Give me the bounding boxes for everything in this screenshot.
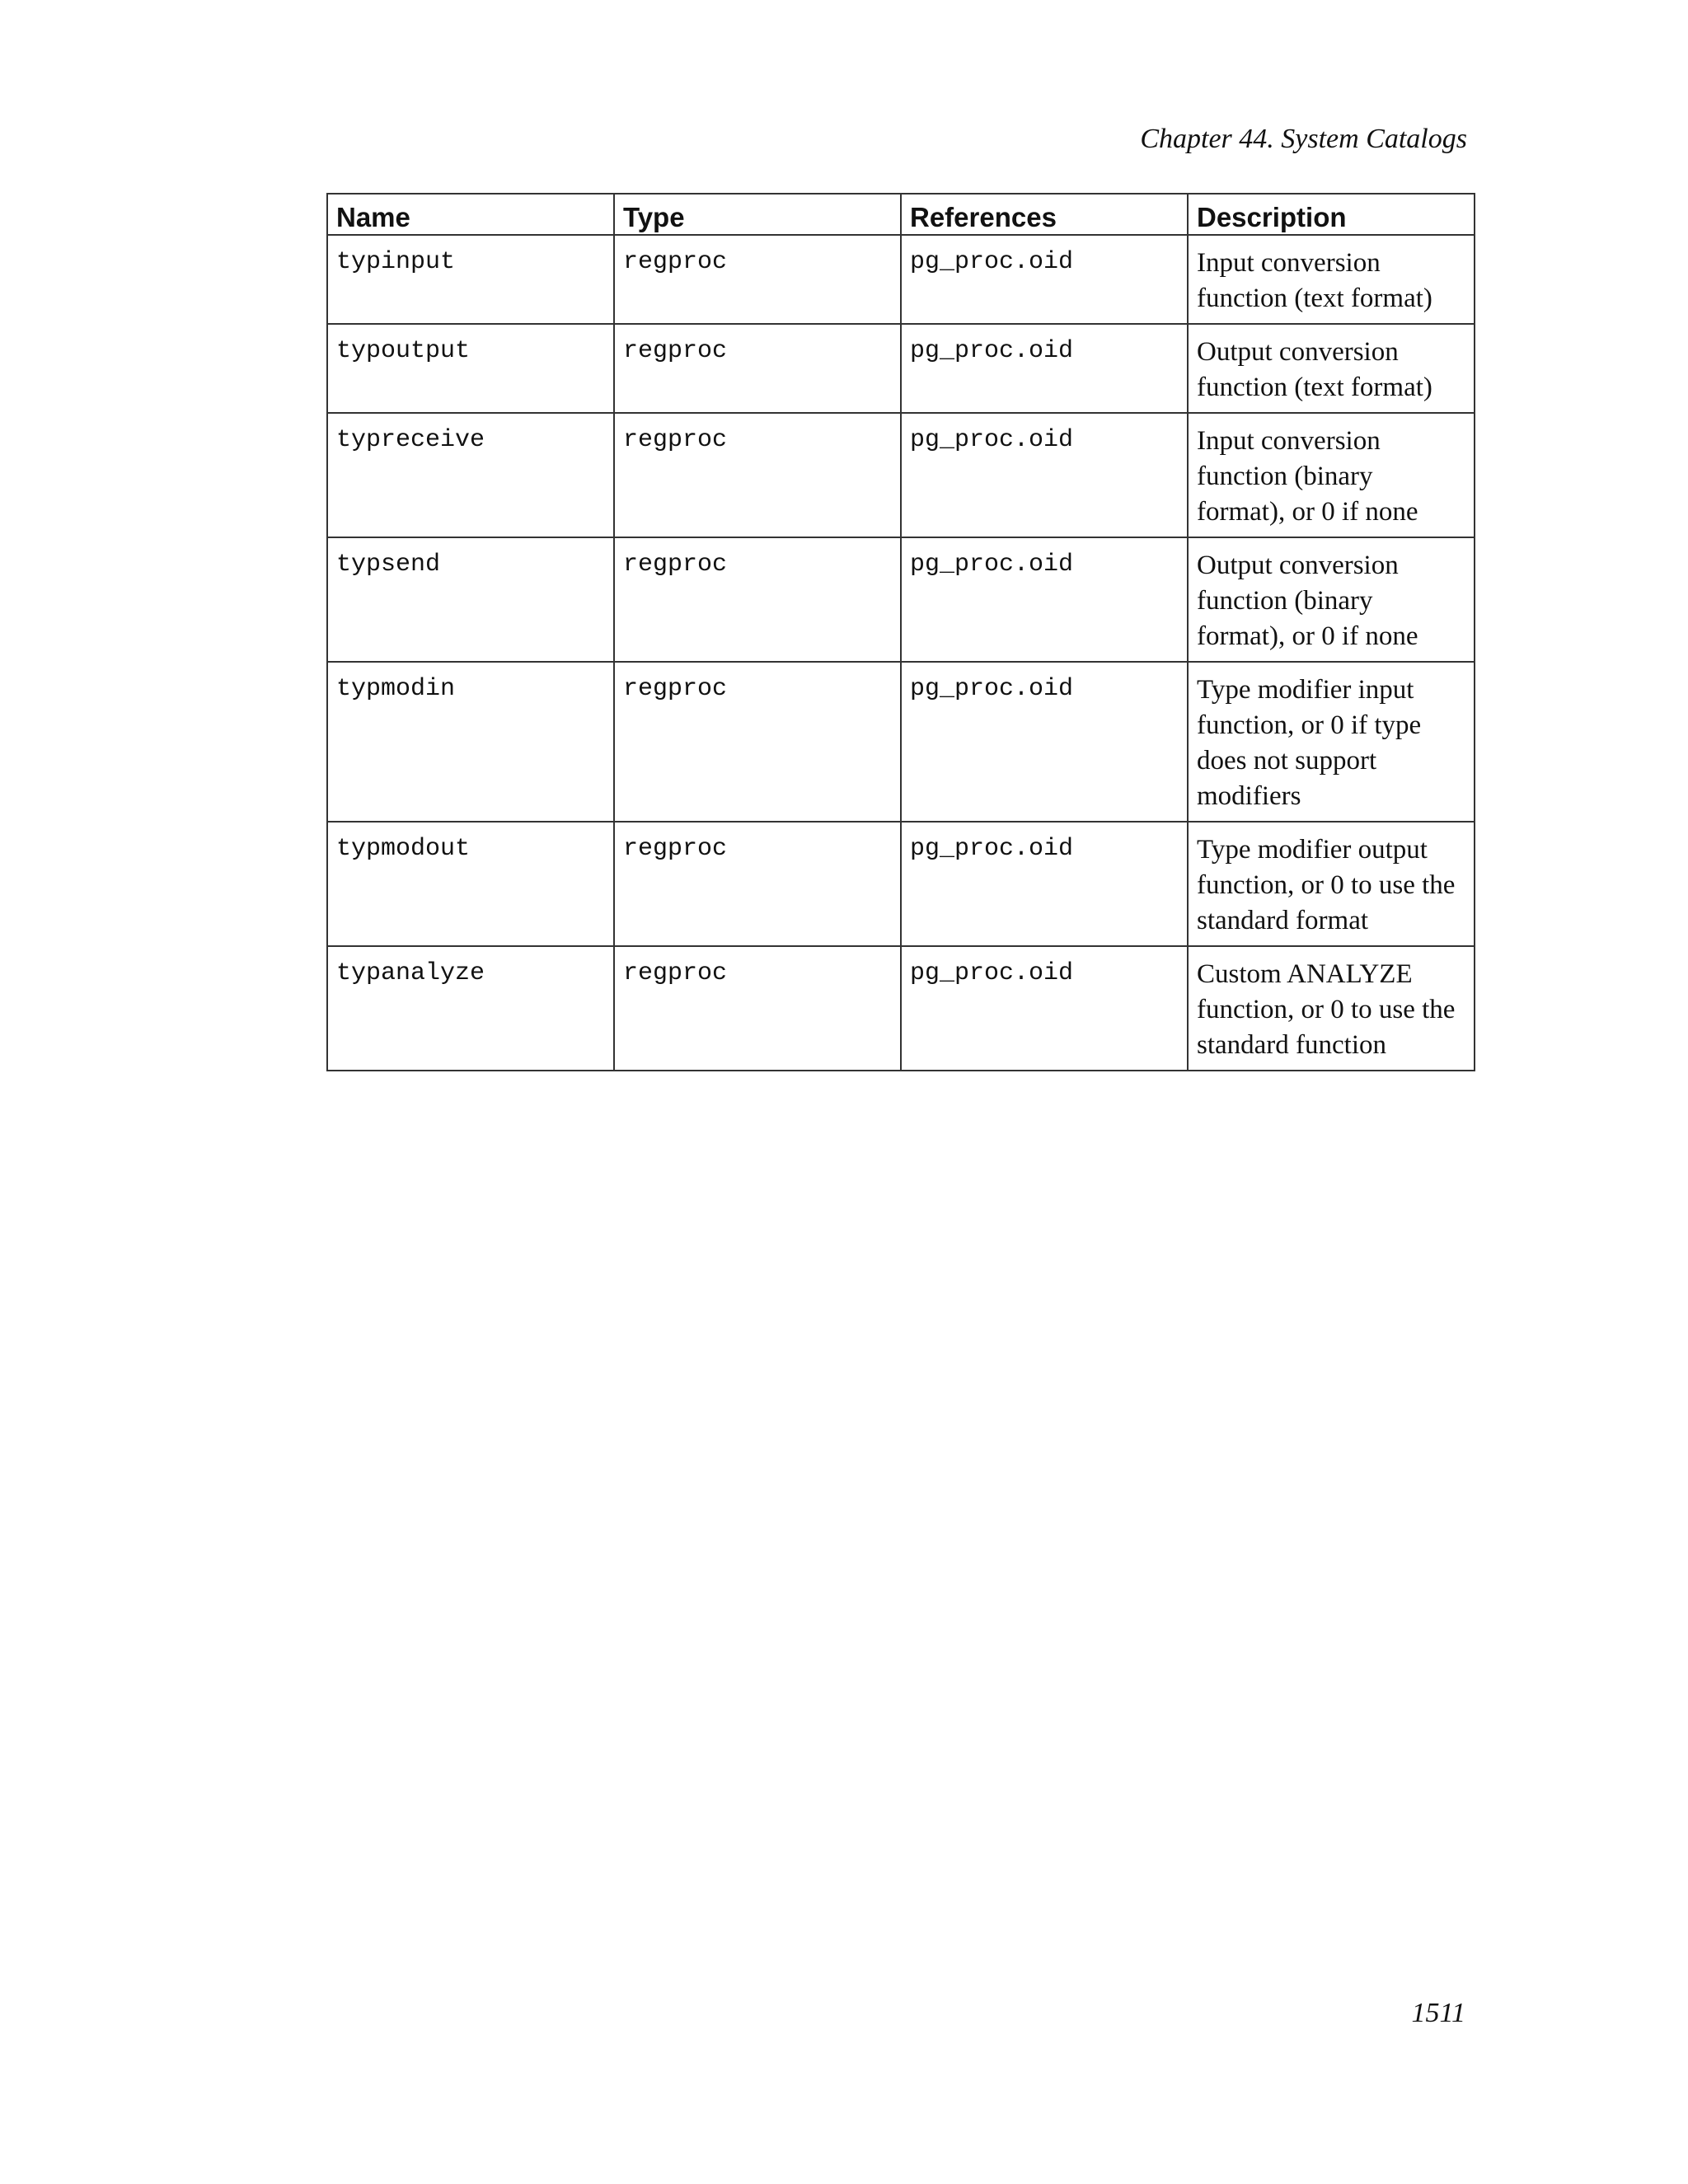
cell-name: typinput: [327, 235, 614, 324]
column-header-description: Description: [1188, 194, 1475, 235]
catalog-columns-table: [326, 193, 1475, 1071]
cell-type: regproc: [614, 822, 901, 946]
table-row: [327, 537, 1475, 662]
cell-description: Output conversion function (text format): [1188, 324, 1475, 413]
cell-description: Custom ANALYZE function, or 0 to use the standard function: [1188, 946, 1475, 1071]
cell-type: regproc: [614, 662, 901, 822]
table-row: [327, 662, 1475, 822]
table-header-row: [327, 194, 1475, 235]
cell-name: typsend: [327, 537, 614, 662]
table-row: [327, 413, 1475, 537]
column-header-name: Name: [327, 194, 614, 235]
cell-description: Type modifier input function, or 0 if type does not support modifiers: [1188, 662, 1475, 822]
cell-references: pg_proc.oid: [901, 822, 1188, 946]
cell-references: pg_proc.oid: [901, 662, 1188, 822]
cell-type: regproc: [614, 537, 901, 662]
cell-type: regproc: [614, 235, 901, 324]
cell-type: regproc: [614, 324, 901, 413]
cell-type: regproc: [614, 413, 901, 537]
cell-references: pg_proc.oid: [901, 324, 1188, 413]
cell-type: regproc: [614, 946, 901, 1071]
cell-description: Input conversion function (text format): [1188, 235, 1475, 324]
cell-name: typreceive: [327, 413, 614, 537]
table-row: [327, 235, 1475, 324]
running-header: Chapter 44. System Catalogs: [1140, 124, 1467, 154]
cell-description: Output conversion function (binary format), or 0 if none: [1188, 537, 1475, 662]
page-number: 1511: [1411, 1998, 1465, 2028]
cell-references: pg_proc.oid: [901, 537, 1188, 662]
table-row: [327, 324, 1475, 413]
cell-references: pg_proc.oid: [901, 413, 1188, 537]
cell-description: Type modifier output function, or 0 to use the standard format: [1188, 822, 1475, 946]
cell-references: pg_proc.oid: [901, 946, 1188, 1071]
table-row: [327, 946, 1475, 1071]
column-header-type: Type: [614, 194, 901, 235]
column-header-references: References: [901, 194, 1188, 235]
cell-name: typanalyze: [327, 946, 614, 1071]
cell-references: pg_proc.oid: [901, 235, 1188, 324]
cell-name: typmodout: [327, 822, 614, 946]
cell-name: typoutput: [327, 324, 614, 413]
cell-description: Input conversion function (binary format), or 0 if none: [1188, 413, 1475, 537]
table-row: [327, 822, 1475, 946]
cell-name: typmodin: [327, 662, 614, 822]
